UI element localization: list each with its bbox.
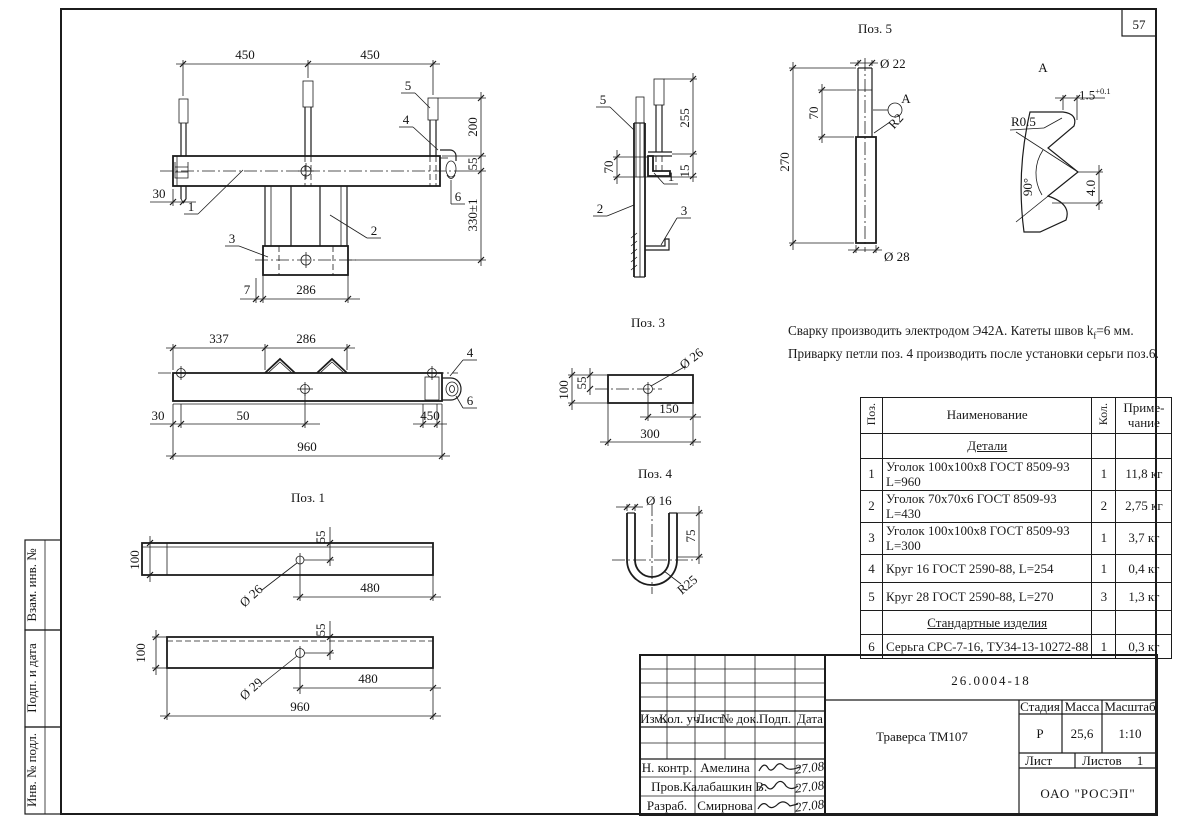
dim-label: Ø 26 xyxy=(676,344,706,373)
dim-label: 100 xyxy=(556,380,571,400)
view-title: Поз. 3 xyxy=(630,315,666,330)
dim-label: 7 xyxy=(243,282,251,297)
dim-tolerance: +0.1 xyxy=(1095,86,1111,96)
callout-number: 6 xyxy=(454,189,462,204)
company-name: ОАО "РОСЭП" xyxy=(1040,786,1136,801)
sign-date: 27.08 xyxy=(794,758,825,777)
dim-label: 55 xyxy=(313,623,328,637)
sheets-label: Листов xyxy=(1082,753,1122,768)
margin-strip xyxy=(24,540,61,814)
dim-label: 337 xyxy=(209,331,229,346)
dim-label: 150 xyxy=(659,401,679,416)
part-name: Уголок 100х100х8 ГОСТ 8509-93 L=300 xyxy=(883,523,1092,555)
sign-name: Смирнова xyxy=(697,798,753,813)
signature-stroke xyxy=(758,802,798,809)
stage-label: Стадия xyxy=(1020,699,1060,714)
col-header-name: Наименование xyxy=(883,398,1092,434)
parts-table-header xyxy=(861,398,1172,434)
detail-mark-label: А xyxy=(901,91,911,106)
sign-name: Амелина xyxy=(700,760,750,775)
callout-number: 2 xyxy=(370,223,378,238)
section-header: Стандартные изделия xyxy=(883,611,1092,635)
sign-date: 27.08 xyxy=(794,796,825,815)
dim-label: 75 xyxy=(683,529,698,543)
callout-number: 2 xyxy=(596,201,604,216)
callout-number: 3 xyxy=(228,231,236,246)
stamp-col-dok: № док. xyxy=(720,711,760,726)
mass-value: 25,6 xyxy=(1070,726,1094,741)
part-name: Уголок 70х70х6 ГОСТ 8509-93 L=430 xyxy=(883,491,1092,523)
dim-label: 450 xyxy=(420,408,440,423)
parts-table xyxy=(860,397,1172,659)
col-header-qty: Кол. xyxy=(1096,402,1111,425)
dim-label: 255 xyxy=(677,108,692,128)
dim-label: R2 xyxy=(885,110,907,132)
dim-label: 200 xyxy=(465,117,480,137)
dim-label: 286 xyxy=(296,331,316,346)
sheet-number: 57 xyxy=(1132,17,1146,32)
sign-role: Н. контр. xyxy=(641,760,693,775)
stamp-col-data: Дата xyxy=(797,711,823,726)
poz4-view xyxy=(612,466,703,597)
table-row: 6 Серьга СРС-7-16, ТУ34-13-10272-88 1 0,3 кг xyxy=(861,635,1172,659)
part-name: Серьга СРС-7-16, ТУ34-13-10272-88 xyxy=(883,635,1092,659)
callout-number: 3 xyxy=(680,203,688,218)
welding-note-line2: Приварку петли поз. 4 производить после установки серьги поз.6. xyxy=(788,345,1159,361)
scale-value: 1:10 xyxy=(1118,726,1142,741)
dim-label: Ø 22 xyxy=(880,56,906,71)
dim-label: Ø 16 xyxy=(646,493,672,508)
dim-label: 50 xyxy=(236,408,250,423)
dim-label: 450 xyxy=(235,47,255,62)
sign-role: Разраб. xyxy=(646,798,688,813)
dim-label: 330±1 xyxy=(465,198,480,232)
dim-label: 100 xyxy=(127,550,142,570)
callout-number: 6 xyxy=(466,393,474,408)
strip-label-vzam: Взам. инв. № xyxy=(24,548,39,622)
sign-role: Пров. xyxy=(651,779,683,794)
dim-label: 55 xyxy=(574,376,589,390)
side-view xyxy=(593,73,697,277)
view-title: Поз. 5 xyxy=(857,21,893,36)
sign-name: Калабашкин В. xyxy=(682,779,768,794)
section-row xyxy=(861,611,1172,635)
view-title: А xyxy=(1038,60,1048,75)
table-row: 1 Уголок 100х100х8 ГОСТ 8509-93 L=960 1 11,8 кг xyxy=(861,459,1172,491)
callout-number: 1 xyxy=(667,169,675,184)
sheet-label: Лист xyxy=(1025,753,1053,768)
dim-label: 450 xyxy=(360,47,380,62)
poz5-view xyxy=(777,21,911,264)
dim-label: 30 xyxy=(152,186,166,201)
table-row: 5 Круг 28 ГОСТ 2590-88, L=270 3 1,3 кг xyxy=(861,583,1172,611)
section-header: Детали xyxy=(883,434,1092,459)
dim-label: 55 xyxy=(313,530,328,544)
dim-label: 30 xyxy=(151,408,165,423)
col-header-note: Приме- чание xyxy=(1116,398,1172,434)
doc-number: 26.0004-18 xyxy=(951,673,1031,688)
callout-number: 1 xyxy=(187,199,195,214)
dim-label: R0.5 xyxy=(1011,114,1036,129)
dim-label: 270 xyxy=(777,152,792,172)
dim-label: 100 xyxy=(133,643,148,663)
plan-view xyxy=(150,331,477,460)
dim-label: 90° xyxy=(1020,177,1035,197)
front-view xyxy=(150,47,486,303)
view-title: Поз. 1 xyxy=(290,490,326,505)
dim-label: 286 xyxy=(296,282,316,297)
dim-label: 1.5 xyxy=(1079,87,1096,103)
section-row xyxy=(861,434,1172,459)
strip-label-inv: Инв. № подл. xyxy=(24,732,39,808)
dim-label: Ø 26 xyxy=(236,581,266,610)
product-name: Траверса ТМ107 xyxy=(876,729,968,744)
dim-label: Ø 28 xyxy=(884,249,910,264)
callout-number: 4 xyxy=(402,112,410,127)
dim-label: 300 xyxy=(640,426,660,441)
stamp-col-kol: Кол. уч. xyxy=(659,711,703,726)
dim-label: Ø 29 xyxy=(236,674,266,703)
dim-label: 960 xyxy=(290,699,310,714)
part-name: Уголок 100х100х8 ГОСТ 8509-93 L=960 xyxy=(883,459,1092,491)
welding-note-line1: Сварку производить электродом Э42А. Катеты швов $k_f=6$ мм. xyxy=(788,323,1134,341)
mass-label: Масса xyxy=(1064,699,1100,714)
table-row: 2 Уголок 70х70х6 ГОСТ 8509-93 L=430 2 2,75 кг xyxy=(861,491,1172,523)
callout-number: 5 xyxy=(404,78,412,93)
table-row: 3 Уголок 100х100х8 ГОСТ 8509-93 L=300 1 3,7 кг xyxy=(861,523,1172,555)
title-block xyxy=(640,655,1157,815)
dim-label: 960 xyxy=(297,439,317,454)
strip-label-podp: Подп. и дата xyxy=(24,643,39,713)
dim-label: 4.0 xyxy=(1083,179,1098,197)
view-title: Поз. 4 xyxy=(637,466,673,481)
table-row: 4 Круг 16 ГОСТ 2590-88, L=254 1 0,4 кг xyxy=(861,555,1172,583)
dim-label: 70 xyxy=(806,106,821,120)
callout-number: 4 xyxy=(466,345,474,360)
col-header-poz: Поз. xyxy=(863,402,878,425)
detail-a-width-dim xyxy=(1079,86,1111,103)
scale-label: Масштаб xyxy=(1104,699,1156,714)
sign-date: 27.08 xyxy=(794,777,825,796)
stage-value: Р xyxy=(1036,726,1044,741)
poz1-view xyxy=(127,490,441,720)
stamp-col-list: Лист xyxy=(696,711,724,726)
dim-label: 15 xyxy=(677,164,692,178)
part-name: Круг 16 ГОСТ 2590-88, L=254 xyxy=(883,555,1092,583)
dim-label: 70 xyxy=(601,160,616,174)
dim-label: 480 xyxy=(360,580,380,595)
dim-label: 480 xyxy=(358,671,378,686)
sheets-count: 1 xyxy=(1136,753,1144,768)
dim-label: 55 xyxy=(465,157,480,171)
welding-notes xyxy=(788,321,1168,364)
callout-number: 5 xyxy=(599,92,607,107)
stamp-col-podp: Подп. xyxy=(758,711,792,726)
part-name: Круг 28 ГОСТ 2590-88, L=270 xyxy=(883,583,1092,611)
poz3-view xyxy=(556,315,706,446)
dim-label: R25 xyxy=(673,571,701,598)
stamp-col-izm: Изм. xyxy=(640,711,666,726)
